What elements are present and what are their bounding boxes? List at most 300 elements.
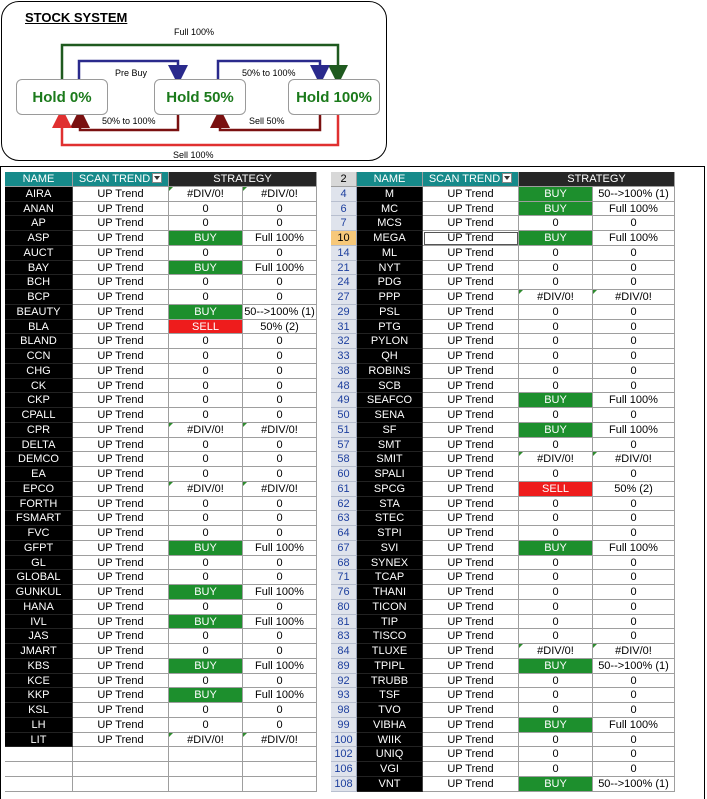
scan-trend-cell[interactable]: UP Trend	[73, 187, 169, 202]
table-row[interactable]	[5, 526, 317, 541]
table-row[interactable]	[5, 290, 317, 305]
strategy-position-cell[interactable]: 0	[593, 600, 675, 615]
stock-name-cell[interactable]: GLOBAL	[5, 570, 73, 585]
strategy-position-cell[interactable]: 0	[243, 364, 317, 379]
scan-trend-cell[interactable]: UP Trend	[423, 718, 519, 733]
stock-name-cell[interactable]: STA	[357, 497, 423, 512]
strategy-signal-cell[interactable]: BUY	[519, 202, 593, 217]
stock-name-cell[interactable]: FSMART	[5, 511, 73, 526]
strategy-signal-cell[interactable]: BUY	[519, 423, 593, 438]
scan-trend-cell[interactable]: UP Trend	[423, 423, 519, 438]
scan-trend-cell[interactable]: UP Trend	[423, 570, 519, 585]
header-row-number[interactable]: 2	[331, 172, 357, 187]
scan-trend-cell[interactable]: UP Trend	[73, 452, 169, 467]
scan-trend-cell[interactable]: UP Trend	[423, 320, 519, 335]
scan-trend-cell[interactable]: UP Trend	[73, 644, 169, 659]
scan-trend-cell[interactable]: UP Trend	[73, 659, 169, 674]
scan-trend-cell[interactable]: UP Trend	[423, 777, 519, 792]
scan-trend-cell[interactable]: UP Trend	[73, 570, 169, 585]
strategy-position-cell[interactable]: 0	[243, 438, 317, 453]
scan-trend-cell[interactable]: UP Trend	[423, 511, 519, 526]
strategy-signal-cell[interactable]: 0	[169, 718, 243, 733]
strategy-position-cell[interactable]: Full 100%	[593, 393, 675, 408]
strategy-signal-cell[interactable]: BUY	[519, 231, 593, 246]
strategy-signal-cell[interactable]: BUY	[169, 231, 243, 246]
empty-cell[interactable]	[5, 747, 73, 762]
table-row[interactable]	[331, 703, 675, 718]
scan-trend-cell[interactable]: UP Trend	[423, 541, 519, 556]
table-row[interactable]	[331, 246, 675, 261]
strategy-position-cell[interactable]: Full 100%	[243, 231, 317, 246]
stock-name-cell[interactable]: PDG	[357, 275, 423, 290]
scan-trend-cell[interactable]: UP Trend	[423, 334, 519, 349]
strategy-position-cell[interactable]: 0	[593, 216, 675, 231]
strategy-position-cell[interactable]: #DIV/0!	[243, 733, 317, 748]
strategy-signal-cell[interactable]: 0	[169, 452, 243, 467]
strategy-signal-cell[interactable]: 0	[169, 364, 243, 379]
stock-name-cell[interactable]: TISCO	[357, 629, 423, 644]
strategy-signal-cell[interactable]: 0	[519, 497, 593, 512]
row-number[interactable]: 24	[331, 275, 357, 290]
strategy-position-cell[interactable]: Full 100%	[593, 423, 675, 438]
row-number[interactable]: 108	[331, 777, 357, 792]
table-row[interactable]	[5, 674, 317, 689]
table-row[interactable]	[331, 629, 675, 644]
strategy-position-cell[interactable]: Full 100%	[243, 615, 317, 630]
table-row[interactable]	[5, 408, 317, 423]
stock-name-cell[interactable]: KBS	[5, 659, 73, 674]
strategy-position-cell[interactable]: 0	[593, 467, 675, 482]
stock-name-cell[interactable]: SCB	[357, 379, 423, 394]
table-row[interactable]	[331, 261, 675, 276]
table-row[interactable]	[5, 364, 317, 379]
table-row[interactable]	[331, 497, 675, 512]
strategy-signal-cell[interactable]: 0	[169, 511, 243, 526]
scan-trend-cell[interactable]: UP Trend	[423, 688, 519, 703]
strategy-position-cell[interactable]: 0	[593, 349, 675, 364]
strategy-position-cell[interactable]: Full 100%	[243, 659, 317, 674]
strategy-signal-cell[interactable]: 0	[519, 585, 593, 600]
stock-name-cell[interactable]: EA	[5, 467, 73, 482]
strategy-signal-cell[interactable]: 0	[519, 688, 593, 703]
row-number[interactable]: 50	[331, 408, 357, 423]
scan-trend-cell[interactable]: UP Trend	[73, 216, 169, 231]
stock-name-cell[interactable]: AIRA	[5, 187, 73, 202]
stock-name-cell[interactable]: STPI	[357, 526, 423, 541]
table-row[interactable]	[331, 393, 675, 408]
scan-trend-cell[interactable]: UP Trend	[73, 688, 169, 703]
empty-row[interactable]	[5, 762, 317, 777]
strategy-signal-cell[interactable]: 0	[519, 261, 593, 276]
table-row[interactable]	[5, 600, 317, 615]
strategy-position-cell[interactable]: 0	[243, 674, 317, 689]
strategy-signal-cell[interactable]: 0	[519, 320, 593, 335]
scan-trend-cell[interactable]: UP Trend	[423, 275, 519, 290]
stock-name-cell[interactable]: CCN	[5, 349, 73, 364]
table-row[interactable]	[5, 246, 317, 261]
table-row[interactable]	[5, 261, 317, 276]
row-number[interactable]: 38	[331, 364, 357, 379]
stock-name-cell[interactable]: WIIK	[357, 733, 423, 748]
scan-trend-cell[interactable]: UP Trend	[423, 733, 519, 748]
strategy-signal-cell[interactable]: #DIV/0!	[169, 733, 243, 748]
stock-name-cell[interactable]: MEGA	[357, 231, 423, 246]
strategy-position-cell[interactable]: 0	[593, 364, 675, 379]
table-row[interactable]	[331, 231, 675, 246]
strategy-position-cell[interactable]: 0	[593, 275, 675, 290]
table-row[interactable]	[5, 334, 317, 349]
strategy-signal-cell[interactable]: BUY	[169, 305, 243, 320]
stock-name-cell[interactable]: VGI	[357, 762, 423, 777]
row-number[interactable]: 71	[331, 570, 357, 585]
scan-trend-cell[interactable]: UP Trend	[423, 187, 519, 202]
stock-name-cell[interactable]: SVI	[357, 541, 423, 556]
table-row[interactable]	[5, 467, 317, 482]
table-row[interactable]	[5, 231, 317, 246]
strategy-signal-cell[interactable]: BUY	[169, 541, 243, 556]
stock-name-cell[interactable]: CPR	[5, 423, 73, 438]
table-row[interactable]	[5, 202, 317, 217]
strategy-position-cell[interactable]: 0	[243, 452, 317, 467]
scan-trend-cell[interactable]: UP Trend	[73, 467, 169, 482]
strategy-signal-cell[interactable]: 0	[169, 275, 243, 290]
stock-name-cell[interactable]: EPCO	[5, 482, 73, 497]
strategy-position-cell[interactable]: 0	[243, 408, 317, 423]
strategy-signal-cell[interactable]: 0	[169, 674, 243, 689]
scan-trend-cell[interactable]: UP Trend	[423, 349, 519, 364]
strategy-position-cell[interactable]: Full 100%	[593, 541, 675, 556]
header-name[interactable]: NAME	[5, 172, 73, 187]
stock-name-cell[interactable]: JAS	[5, 629, 73, 644]
stock-name-cell[interactable]: SMIT	[357, 452, 423, 467]
empty-row[interactable]	[5, 777, 317, 792]
stock-name-cell[interactable]: TVO	[357, 703, 423, 718]
table-row[interactable]	[331, 349, 675, 364]
table-row[interactable]	[331, 747, 675, 762]
empty-cell[interactable]	[169, 777, 243, 792]
stock-name-cell[interactable]: SENA	[357, 408, 423, 423]
scan-trend-cell[interactable]: UP Trend	[423, 526, 519, 541]
table-row[interactable]	[5, 541, 317, 556]
table-row[interactable]	[5, 497, 317, 512]
row-number[interactable]: 92	[331, 674, 357, 689]
stock-name-cell[interactable]: SPALI	[357, 467, 423, 482]
strategy-signal-cell[interactable]: 0	[519, 762, 593, 777]
strategy-signal-cell[interactable]: BUY	[519, 777, 593, 792]
empty-cell[interactable]	[5, 762, 73, 777]
table-row[interactable]	[5, 688, 317, 703]
scan-trend-cell[interactable]: UP Trend	[73, 305, 169, 320]
scan-trend-cell[interactable]: UP Trend	[423, 231, 519, 246]
row-number[interactable]: 76	[331, 585, 357, 600]
strategy-position-cell[interactable]: 0	[243, 497, 317, 512]
table-row[interactable]	[5, 452, 317, 467]
strategy-position-cell[interactable]: 50-->100% (1)	[243, 305, 317, 320]
stock-name-cell[interactable]: TRUBB	[357, 674, 423, 689]
stock-name-cell[interactable]: QH	[357, 349, 423, 364]
strategy-signal-cell[interactable]: 0	[519, 334, 593, 349]
scan-trend-cell[interactable]: UP Trend	[73, 703, 169, 718]
strategy-signal-cell[interactable]: 0	[169, 408, 243, 423]
strategy-signal-cell[interactable]: 0	[519, 674, 593, 689]
strategy-position-cell[interactable]: #DIV/0!	[243, 423, 317, 438]
stock-name-cell[interactable]: DEMCO	[5, 452, 73, 467]
scan-trend-cell[interactable]: UP Trend	[73, 482, 169, 497]
table-row[interactable]	[331, 334, 675, 349]
stock-name-cell[interactable]: IVL	[5, 615, 73, 630]
scan-trend-cell[interactable]: UP Trend	[423, 364, 519, 379]
strategy-position-cell[interactable]: 0	[593, 497, 675, 512]
strategy-position-cell[interactable]: 0	[593, 246, 675, 261]
strategy-position-cell[interactable]: 50-->100% (1)	[593, 777, 675, 792]
strategy-signal-cell[interactable]: 0	[519, 275, 593, 290]
scan-trend-cell[interactable]: UP Trend	[423, 600, 519, 615]
strategy-signal-cell[interactable]: 0	[519, 379, 593, 394]
stock-name-cell[interactable]: BEAUTY	[5, 305, 73, 320]
row-number[interactable]: 33	[331, 349, 357, 364]
scan-trend-cell[interactable]: UP Trend	[423, 674, 519, 689]
row-number[interactable]: 21	[331, 261, 357, 276]
table-row[interactable]	[331, 688, 675, 703]
strategy-position-cell[interactable]: 0	[243, 467, 317, 482]
strategy-position-cell[interactable]: 0	[593, 438, 675, 453]
scan-trend-cell[interactable]: UP Trend	[73, 541, 169, 556]
row-number[interactable]: 100	[331, 733, 357, 748]
strategy-position-cell[interactable]: 0	[593, 703, 675, 718]
table-row[interactable]	[331, 556, 675, 571]
stock-name-cell[interactable]: BLAND	[5, 334, 73, 349]
scan-trend-cell[interactable]: UP Trend	[73, 718, 169, 733]
strategy-position-cell[interactable]: 0	[243, 290, 317, 305]
stock-name-cell[interactable]: MC	[357, 202, 423, 217]
strategy-signal-cell[interactable]: 0	[169, 438, 243, 453]
stock-name-cell[interactable]: STEC	[357, 511, 423, 526]
strategy-signal-cell[interactable]: #DIV/0!	[169, 482, 243, 497]
row-number[interactable]: 62	[331, 497, 357, 512]
stock-name-cell[interactable]: TICON	[357, 600, 423, 615]
empty-cell[interactable]	[169, 762, 243, 777]
strategy-signal-cell[interactable]: 0	[169, 334, 243, 349]
row-number[interactable]: 64	[331, 526, 357, 541]
scan-trend-cell[interactable]: UP Trend	[73, 615, 169, 630]
table-row[interactable]	[331, 541, 675, 556]
stock-name-cell[interactable]: ML	[357, 246, 423, 261]
scan-trend-cell[interactable]: UP Trend	[423, 585, 519, 600]
stock-name-cell[interactable]: BCH	[5, 275, 73, 290]
strategy-signal-cell[interactable]: SELL	[169, 320, 243, 335]
stock-name-cell[interactable]: THANI	[357, 585, 423, 600]
row-number[interactable]: 10	[331, 231, 357, 246]
stock-name-cell[interactable]: CK	[5, 379, 73, 394]
strategy-signal-cell[interactable]: BUY	[169, 615, 243, 630]
table-row[interactable]	[331, 482, 675, 497]
scan-trend-cell[interactable]: UP Trend	[423, 762, 519, 777]
strategy-position-cell[interactable]: Full 100%	[593, 202, 675, 217]
header-strategy[interactable]: STRATEGY	[169, 172, 317, 187]
table-row[interactable]	[331, 659, 675, 674]
strategy-signal-cell[interactable]: 0	[519, 556, 593, 571]
strategy-signal-cell[interactable]: BUY	[169, 261, 243, 276]
strategy-signal-cell[interactable]: BUY	[519, 187, 593, 202]
row-number[interactable]: 84	[331, 644, 357, 659]
strategy-position-cell[interactable]: 50-->100% (1)	[593, 187, 675, 202]
scan-trend-cell[interactable]: UP Trend	[73, 379, 169, 394]
stock-name-cell[interactable]: AP	[5, 216, 73, 231]
strategy-position-cell[interactable]: 0	[243, 275, 317, 290]
strategy-position-cell[interactable]: 0	[593, 261, 675, 276]
stock-name-cell[interactable]: ROBINS	[357, 364, 423, 379]
scan-trend-cell[interactable]: UP Trend	[73, 438, 169, 453]
scan-trend-cell[interactable]: UP Trend	[73, 290, 169, 305]
strategy-position-cell[interactable]: 0	[593, 674, 675, 689]
table-row[interactable]	[331, 718, 675, 733]
scan-trend-cell[interactable]: UP Trend	[73, 733, 169, 748]
stock-name-cell[interactable]: PTG	[357, 320, 423, 335]
stock-name-cell[interactable]: SPCG	[357, 482, 423, 497]
stock-name-cell[interactable]: TCAP	[357, 570, 423, 585]
strategy-signal-cell[interactable]: #DIV/0!	[519, 644, 593, 659]
strategy-signal-cell[interactable]: 0	[169, 703, 243, 718]
table-row[interactable]	[5, 733, 317, 748]
stock-name-cell[interactable]: BCP	[5, 290, 73, 305]
strategy-signal-cell[interactable]: 0	[169, 526, 243, 541]
row-number[interactable]: 27	[331, 290, 357, 305]
table-row[interactable]	[5, 438, 317, 453]
strategy-signal-cell[interactable]: 0	[519, 629, 593, 644]
table-row[interactable]	[5, 379, 317, 394]
table-row[interactable]	[5, 187, 317, 202]
stock-name-cell[interactable]: VIBHA	[357, 718, 423, 733]
strategy-signal-cell[interactable]: BUY	[519, 393, 593, 408]
scan-trend-cell[interactable]: UP Trend	[423, 452, 519, 467]
table-row[interactable]	[331, 600, 675, 615]
table-row[interactable]	[331, 290, 675, 305]
stock-name-cell[interactable]: HANA	[5, 600, 73, 615]
stock-name-cell[interactable]: M	[357, 187, 423, 202]
strategy-position-cell[interactable]: 0	[243, 526, 317, 541]
stock-name-cell[interactable]: NYT	[357, 261, 423, 276]
strategy-position-cell[interactable]: 0	[243, 570, 317, 585]
table-row[interactable]	[5, 659, 317, 674]
scan-trend-cell[interactable]: UP Trend	[73, 349, 169, 364]
stock-name-cell[interactable]: SF	[357, 423, 423, 438]
table-row[interactable]	[331, 202, 675, 217]
stock-name-cell[interactable]: KKP	[5, 688, 73, 703]
strategy-position-cell[interactable]: #DIV/0!	[593, 644, 675, 659]
stock-name-cell[interactable]: FVC	[5, 526, 73, 541]
scan-trend-cell[interactable]: UP Trend	[73, 600, 169, 615]
table-row[interactable]	[5, 305, 317, 320]
strategy-position-cell[interactable]: 0	[593, 615, 675, 630]
table-row[interactable]	[331, 320, 675, 335]
scan-trend-cell[interactable]: UP Trend	[423, 202, 519, 217]
empty-cell[interactable]	[243, 747, 317, 762]
strategy-signal-cell[interactable]: 0	[519, 305, 593, 320]
row-number[interactable]: 29	[331, 305, 357, 320]
empty-cell[interactable]	[243, 777, 317, 792]
strategy-signal-cell[interactable]: BUY	[169, 659, 243, 674]
strategy-position-cell[interactable]: 0	[593, 762, 675, 777]
strategy-position-cell[interactable]: 0	[243, 349, 317, 364]
strategy-signal-cell[interactable]: #DIV/0!	[519, 452, 593, 467]
stock-name-cell[interactable]: SEAFCO	[357, 393, 423, 408]
strategy-signal-cell[interactable]: 0	[169, 570, 243, 585]
stock-name-cell[interactable]: GFPT	[5, 541, 73, 556]
table-row[interactable]	[331, 733, 675, 748]
strategy-signal-cell[interactable]: 0	[519, 438, 593, 453]
row-number[interactable]: 57	[331, 438, 357, 453]
strategy-signal-cell[interactable]: 0	[519, 364, 593, 379]
scan-trend-cell[interactable]: UP Trend	[423, 482, 519, 497]
strategy-signal-cell[interactable]: #DIV/0!	[169, 187, 243, 202]
strategy-position-cell[interactable]: 0	[593, 408, 675, 423]
strategy-signal-cell[interactable]: 0	[519, 733, 593, 748]
table-row[interactable]	[5, 511, 317, 526]
table-row[interactable]	[331, 777, 675, 792]
table-row[interactable]	[5, 570, 317, 585]
stock-name-cell[interactable]: TSF	[357, 688, 423, 703]
table-row[interactable]	[331, 511, 675, 526]
table-row[interactable]	[331, 615, 675, 630]
stock-name-cell[interactable]: BAY	[5, 261, 73, 276]
scan-trend-cell[interactable]: UP Trend	[423, 615, 519, 630]
scan-trend-cell[interactable]: UP Trend	[73, 261, 169, 276]
scan-trend-cell[interactable]: UP Trend	[73, 526, 169, 541]
scan-trend-cell[interactable]: UP Trend	[423, 644, 519, 659]
strategy-signal-cell[interactable]: 0	[519, 600, 593, 615]
strategy-position-cell[interactable]: 0	[593, 305, 675, 320]
empty-cell[interactable]	[73, 747, 169, 762]
stock-name-cell[interactable]: FORTH	[5, 497, 73, 512]
scan-trend-cell[interactable]: UP Trend	[423, 659, 519, 674]
table-row[interactable]	[331, 408, 675, 423]
stock-name-cell[interactable]: TIP	[357, 615, 423, 630]
strategy-position-cell[interactable]: 0	[593, 747, 675, 762]
strategy-position-cell[interactable]: #DIV/0!	[243, 187, 317, 202]
scan-trend-cell[interactable]: UP Trend	[73, 202, 169, 217]
strategy-position-cell[interactable]: 0	[243, 334, 317, 349]
stock-name-cell[interactable]: CKP	[5, 393, 73, 408]
stock-name-cell[interactable]: LIT	[5, 733, 73, 748]
row-number[interactable]: 14	[331, 246, 357, 261]
strategy-signal-cell[interactable]: 0	[519, 216, 593, 231]
strategy-signal-cell[interactable]: 0	[169, 644, 243, 659]
table-row[interactable]	[5, 320, 317, 335]
table-row[interactable]	[331, 674, 675, 689]
scan-trend-cell[interactable]: UP Trend	[423, 438, 519, 453]
table-row[interactable]	[5, 216, 317, 231]
scan-trend-cell[interactable]: UP Trend	[73, 334, 169, 349]
stock-name-cell[interactable]: SMT	[357, 438, 423, 453]
stock-name-cell[interactable]: VNT	[357, 777, 423, 792]
scan-trend-cell[interactable]: UP Trend	[73, 246, 169, 261]
row-number[interactable]: 93	[331, 688, 357, 703]
strategy-signal-cell[interactable]: 0	[519, 747, 593, 762]
row-number[interactable]: 7	[331, 216, 357, 231]
strategy-position-cell[interactable]: 0	[593, 688, 675, 703]
strategy-position-cell[interactable]: 0	[593, 585, 675, 600]
header-scan-trend[interactable]	[73, 172, 169, 187]
table-row[interactable]	[331, 423, 675, 438]
stock-name-cell[interactable]: ASP	[5, 231, 73, 246]
strategy-position-cell[interactable]: 0	[243, 629, 317, 644]
table-row[interactable]	[5, 393, 317, 408]
scan-trend-cell[interactable]: UP Trend	[423, 393, 519, 408]
row-number[interactable]: 6	[331, 202, 357, 217]
strategy-position-cell[interactable]: 0	[243, 703, 317, 718]
empty-cell[interactable]	[73, 762, 169, 777]
strategy-position-cell[interactable]: 0	[593, 556, 675, 571]
